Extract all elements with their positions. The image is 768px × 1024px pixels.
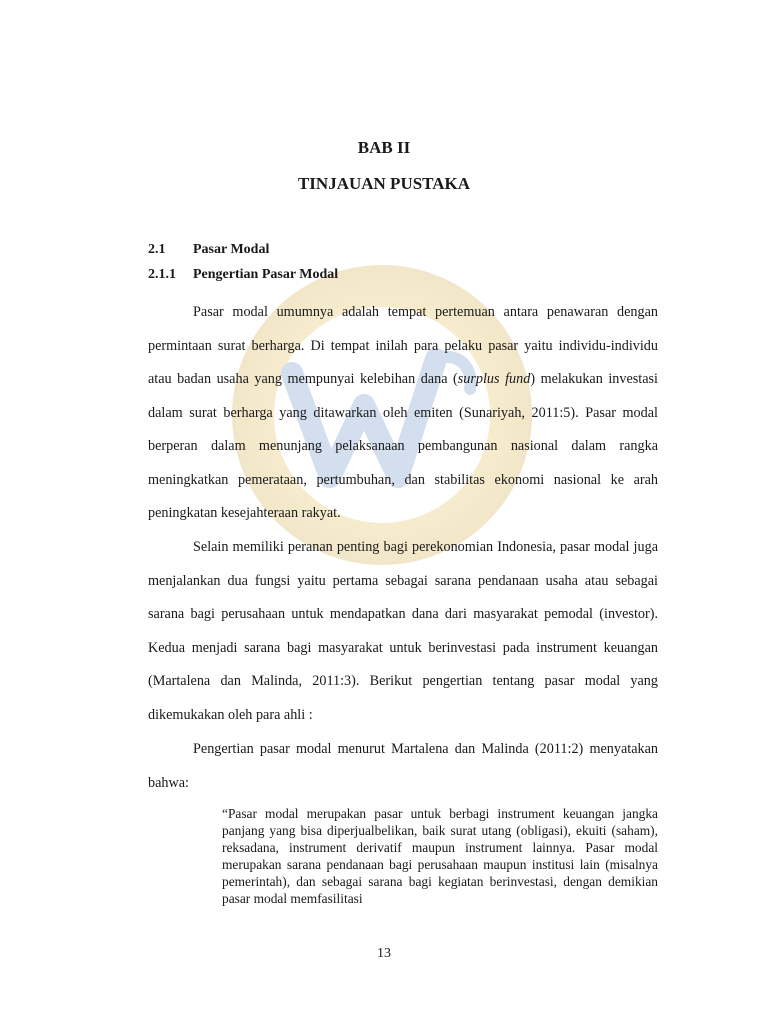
paragraph-3: Pengertian pasar modal menurut Martalena dan Malinda (2011:2) menyatakan bahwa: (148, 741, 658, 791)
subsection-title: Pengertian Pasar Modal (193, 267, 339, 282)
paragraph-1 (148, 296, 658, 531)
section-title: Pasar Modal (193, 242, 270, 257)
paragraph-2: Selain memiliki peranan penting bagi perekonomian Indonesia, pasar modal juga menjalankan dua fungsi yaitu pertama sebagai sarana pendanaan usaha atau sebagai sarana bagi perusahaan untuk mendapatkan dana dari masyarakat pemodal (investor). Kedua menjadi sarana bagi masyarakat untuk berinvestasi pada instrument keuangan (Martalena dan Malinda, 2011:3). Berikut pengertian tentang pasar modal yang dikemukakan oleh para ahli : (148, 539, 658, 723)
paragraph-1-italic-term: surplus fund (457, 371, 531, 387)
subsection-number: 2.1.1 (148, 267, 176, 282)
block-quote: “Pasar modal merupakan pasar untuk berbagi instrument keuangan jangka panjang yang bisa diperjualbelikan, baik surat utang (obligasi), ekuiti (saham), reksadana, instrument derivatif maupun instrument lainnya. Pasar modal merupakan sarana pendanaan bagi perusahaan maupun institusi lain (misalnya pemerintah), dan sebagai sarana bagi kegiatan berinvestasi, dengan demikian pasar modal memfasilitasi (222, 806, 658, 906)
chapter-heading: BAB II (357, 138, 411, 157)
paragraph-1-text-b: ) melakukan investasi dalam surat berharga yang ditawarkan oleh emiten (Sunariyah, 2011:5). Pasar modal berperan dalam menunjang pelaksanaan pembangunan nasional dalam rangka meningkatkan pemerataan, pertumbuhan, dan stabilitas ekonomi nasional ke arah peningkatan kesejahteraan rakyat. (148, 371, 658, 521)
paragraph-1-text-a: Pasar modal umumnya adalah tempat pertemuan antara penawaran dengan permintaan surat berharga. Di tempat inilah para pelaku pasar yaitu individu-individu atau badan usaha yang mempunyai kelebihan dana ( (148, 304, 658, 387)
chapter-title: TINJAUAN PUSTAKA (297, 174, 471, 193)
section-heading (148, 242, 269, 258)
section-number: 2.1 (148, 242, 166, 257)
page-number: 13 (377, 946, 391, 961)
subsection-heading (148, 267, 338, 283)
